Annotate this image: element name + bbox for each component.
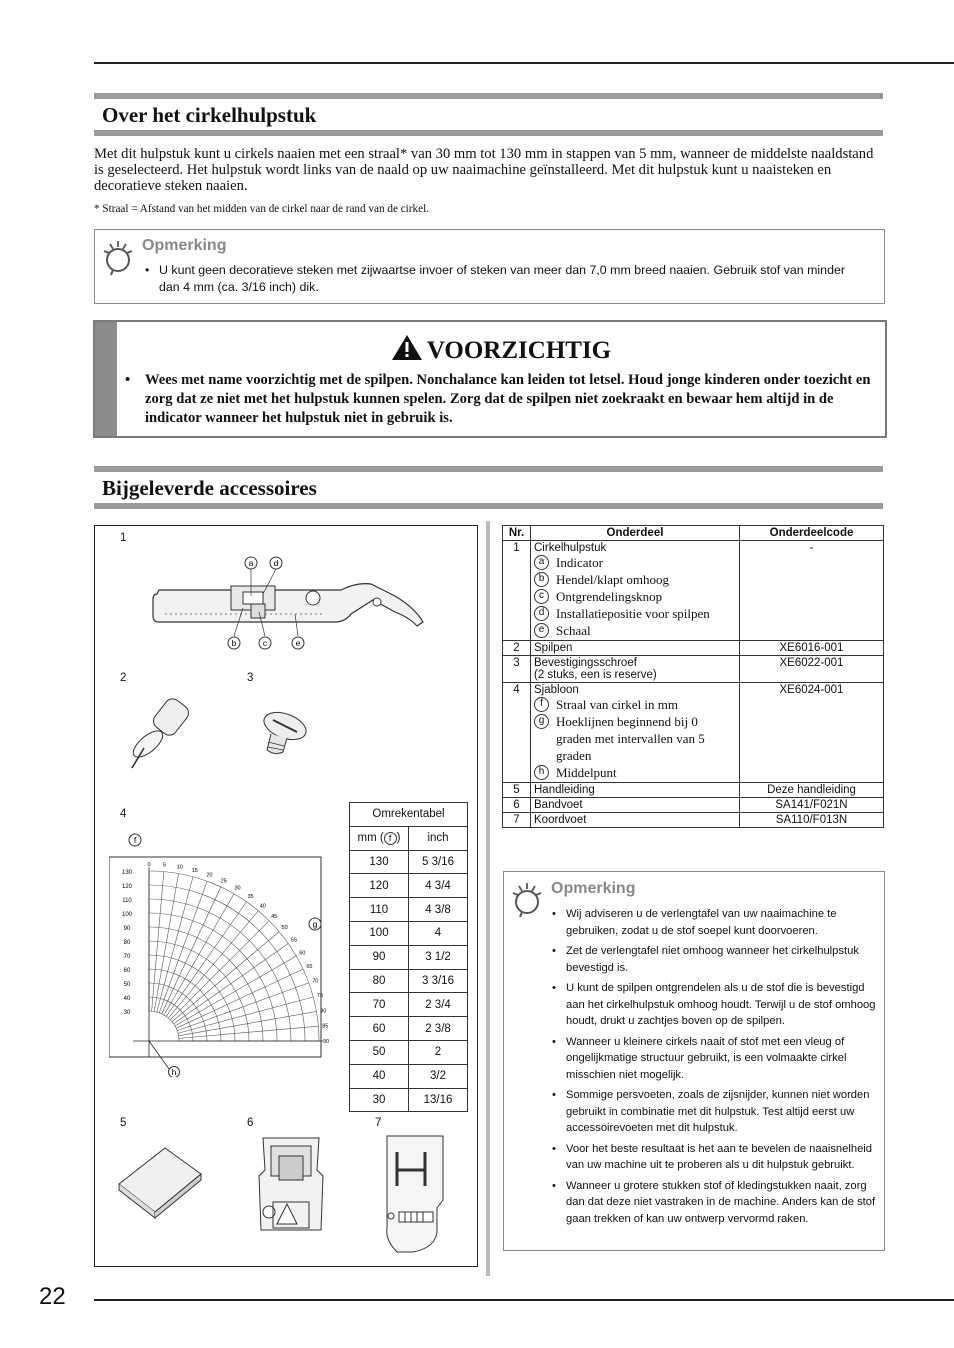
instruction-manual-illustration — [113, 1140, 208, 1220]
part-code: - — [740, 541, 884, 641]
accessories-figure — [94, 525, 478, 1267]
conversion-inch: 3 1/2 — [409, 945, 468, 969]
footnote: * Straal = Afstand van het midden van de cirkel naar de rand van de cirkel. — [94, 203, 429, 215]
parts-row — [503, 683, 884, 783]
part-cell — [531, 798, 740, 813]
template-scale-label: 120 — [121, 884, 133, 890]
subitem-text: Middelpunt — [556, 765, 617, 780]
subitem-text: Straal van cirkel in mm — [556, 697, 679, 712]
callout-h: h — [171, 1067, 177, 1077]
part-nr: 7 — [503, 813, 531, 828]
note-item: • U kunt geen decoratieve steken met zijwaartse invoer of steken van meer dan 7,0 mm breed naaien. Gebruik stof van minder dan 4 mm (ca. 3/16 inch) dik. — [145, 262, 866, 296]
callout-a: a — [248, 558, 254, 568]
parts-header-nr: Nr. — [503, 526, 531, 541]
part-name: Sjabloon — [534, 684, 579, 696]
conversion-inch: 2 — [409, 1040, 468, 1064]
parts-row — [503, 541, 884, 641]
parts-header-part: Onderdeel — [531, 526, 740, 541]
note-item: • Sommige persvoeten, zoals de zijsnijder, kunnen niet worden gebruikt in combinatie met dit hulpstuk. Test altijd eerst uw accessoirevoeten met dit hulpstuk. — [552, 1087, 878, 1137]
part-subitem — [534, 605, 736, 622]
template-sheet — [109, 827, 339, 1077]
callout-symbol: f — [534, 697, 549, 712]
circle-attachment-illustration — [145, 556, 435, 656]
template-angle-label: 50 — [281, 925, 288, 932]
part-nr: 2 — [503, 641, 531, 656]
part-nr: 1 — [503, 541, 531, 641]
template-scale-label: 30 — [123, 1010, 131, 1016]
template-angle-label: 5 — [162, 862, 166, 869]
part-name: Koordvoet — [534, 814, 587, 826]
zipper-foot-illustration — [251, 1130, 331, 1240]
part-name: Bevestigingsschroef — [534, 657, 637, 669]
conversion-mm: 90 — [350, 945, 409, 969]
part-code: SA141/F021N — [740, 798, 884, 813]
note-title: Opmerking — [551, 880, 636, 897]
callout-g: g — [312, 919, 318, 929]
part-cell — [531, 656, 740, 683]
fig-label-1: 1 — [120, 532, 127, 544]
conversion-row — [350, 898, 468, 922]
intro-paragraph: Met dit hulpstuk kunt u cirkels naaien met een straal* van 30 mm tot 130 mm in stappen van 5 mm, wanneer de middelste naaldstand is geselecteerd. Het hulpstuk wordt links van de naald op uw naaimachine geïnstalleerd. Met dit hulpstuk kunt u naaisteken en decoratieve steken naaien. — [94, 146, 874, 194]
template-angle-label: 60 — [299, 950, 306, 957]
caution-title: VOORZICHTIG — [426, 337, 612, 364]
conversion-title: Omrekentabel — [350, 803, 468, 827]
conversion-col-mm: mm ( f ) — [350, 826, 409, 850]
part-name: Handleiding — [534, 784, 595, 796]
conversion-row — [350, 1064, 468, 1088]
note-item: • Wij adviseren u de verlengtafel van uw naaimachine te gebruiken, zodat u de stof soepel kunt doorvoeren. — [552, 906, 878, 939]
part-code: XE6022-001 — [740, 656, 884, 683]
cording-foot-illustration — [377, 1132, 457, 1257]
template-scale-label: 70 — [123, 954, 131, 960]
part-subitem — [534, 622, 736, 639]
template-angle-label: 30 — [234, 885, 241, 892]
conversion-mm: 130 — [350, 850, 409, 874]
bottom-rule — [94, 1299, 954, 1301]
conversion-row — [350, 1017, 468, 1041]
template-angle-label: 0 — [147, 862, 151, 868]
template-scale-label: 80 — [123, 940, 131, 946]
fig-label-7: 7 — [375, 1117, 382, 1129]
lightbulb-icon — [510, 882, 544, 918]
template-scale-label: 110 — [122, 898, 132, 904]
template-angle-label: 55 — [290, 937, 298, 944]
part-nr: 4 — [503, 683, 531, 783]
template-angle-label: 25 — [220, 878, 227, 885]
template-scale-label: 60 — [123, 968, 131, 974]
note-item: • Wanneer u grotere stukken stof of kledingstukken naait, zorg dan dat deze niet vastraken in de machine. Anders kan de stof gaan trekken of kan uw ontwerp vervormd raken. — [552, 1178, 878, 1228]
conversion-inch: 5 3/16 — [409, 850, 468, 874]
template-angle-label: 35 — [247, 894, 254, 901]
part-cell — [531, 541, 740, 641]
conversion-inch: 2 3/8 — [409, 1017, 468, 1041]
subitem-text: Ontgrendelingsknop — [556, 589, 663, 604]
part-cell — [531, 683, 740, 783]
part-name: Spilpen — [534, 642, 573, 654]
subitem-text: Schaal — [556, 623, 591, 638]
part-cell — [531, 641, 740, 656]
fig-label-2: 2 — [120, 672, 127, 684]
fig-label-3: 3 — [247, 672, 254, 684]
callout-f: f — [133, 835, 137, 845]
conversion-mm: 110 — [350, 898, 409, 922]
callout-symbol: e — [534, 623, 549, 638]
lightbulb-icon — [101, 240, 135, 276]
conversion-row — [350, 945, 468, 969]
part-name: Cirkelhulpstuk — [534, 542, 607, 554]
part-subitem — [534, 696, 736, 713]
note-box-1 — [94, 229, 885, 304]
parts-table — [502, 525, 884, 828]
part-nr: 3 — [503, 656, 531, 683]
conversion-table — [349, 802, 468, 1112]
part-subitem — [534, 554, 736, 571]
template-angle-label: 75 — [316, 993, 324, 1000]
callout-symbol: a — [534, 555, 549, 570]
note-box-2 — [503, 871, 885, 1251]
conversion-row — [350, 850, 468, 874]
callout-symbol: h — [534, 765, 549, 780]
callout-d: d — [273, 558, 279, 568]
subitem-text: Installatiepositie voor spilpen — [556, 606, 710, 621]
template-angle-label: 15 — [191, 868, 198, 875]
conversion-inch: 4 — [409, 921, 468, 945]
template-scale-label: 90 — [123, 926, 131, 932]
part-cell — [531, 813, 740, 828]
note-list — [145, 262, 866, 296]
conversion-row — [350, 1040, 468, 1064]
conversion-inch: 2 3/4 — [409, 993, 468, 1017]
parts-row — [503, 783, 884, 798]
page-number: 22 — [39, 1283, 66, 1310]
conversion-inch: 13/16 — [409, 1088, 468, 1112]
subitem-text: Hoeklijnen beginnend bij 0 graden met intervallen van 5 graden — [556, 714, 705, 763]
template-angle-label: 70 — [312, 978, 319, 985]
callout-symbol: c — [534, 589, 549, 604]
template-angle-label: 45 — [271, 913, 278, 920]
conversion-mm: 60 — [350, 1017, 409, 1041]
parts-row — [503, 656, 884, 683]
conversion-row — [350, 874, 468, 898]
template-angle-label: 85 — [322, 1023, 329, 1030]
conversion-inch: 4 3/4 — [409, 874, 468, 898]
part-nr: 5 — [503, 783, 531, 798]
conversion-inch: 3/2 — [409, 1064, 468, 1088]
conversion-row — [350, 1088, 468, 1112]
note-item: • Voor het beste resultaat is het aan te bevelen de naaisnelheid van uw machine uit te proberen als u dit hulpstuk gebruikt. — [552, 1141, 878, 1174]
part-name-note: (2 stuks, een is reserve) — [534, 669, 657, 681]
fig-label-4: 4 — [120, 808, 127, 820]
conversion-mm: 120 — [350, 874, 409, 898]
callout-symbol: g — [534, 714, 549, 729]
caution-text: Wees met name voorzichtig met de spilpen. Nonchalance kan leiden tot letsel. Houd jonge kinderen onder toezicht en zorg dat ze niet met het hulpstuk kunnen spelen. Zorg dat de spilpen niet zoekraakt en bewaar hem altijd in de indicator wanneer het hulpstuk niet in gebruik is. — [145, 372, 871, 426]
conversion-mm: 30 — [350, 1088, 409, 1112]
part-subitem — [534, 764, 736, 781]
fig-label-6: 6 — [247, 1117, 254, 1129]
conversion-row — [350, 921, 468, 945]
callout-b: b — [231, 638, 237, 648]
part-subitem — [534, 571, 736, 588]
subitem-text: Indicator — [556, 555, 603, 570]
part-nr: 6 — [503, 798, 531, 813]
note-list — [552, 906, 878, 1231]
parts-row — [503, 641, 884, 656]
template-scale-label: 40 — [123, 996, 131, 1002]
template-angle-label: 65 — [306, 964, 313, 971]
parts-header-code: Onderdeelcode — [740, 526, 884, 541]
note-item: • Zet de verlengtafel niet omhoog wanneer het cirkelhulpstuk bevestigd is. — [552, 943, 878, 976]
parts-row — [503, 813, 884, 828]
part-name: Bandvoet — [534, 799, 583, 811]
part-subitem — [534, 713, 736, 764]
conversion-row — [350, 969, 468, 993]
parts-row — [503, 798, 884, 813]
conversion-mm: 80 — [350, 969, 409, 993]
part-code: XE6016-001 — [740, 641, 884, 656]
top-rule — [94, 62, 954, 64]
conversion-mm: 70 — [350, 993, 409, 1017]
template-angle-label: 80 — [320, 1008, 327, 1015]
conversion-inch: 4 3/8 — [409, 898, 468, 922]
conversion-col-inch: inch — [409, 826, 468, 850]
note-item: • Wanneer u kleinere cirkels naait of stof met een vleug of ongelijkmatige structuur gebruikt, is een volmaakte cirkel misschien niet mogelijk. — [552, 1034, 878, 1084]
note-item: • U kunt de spilpen ontgrendelen als u de stof die is bevestigd aan het cirkelhulpstuk omhoog houdt. Terwijl u de stof omhoog houdt, drukt u zachtjes boven op de spilpen. — [552, 980, 878, 1030]
caution-heading — [117, 334, 885, 365]
part-code: SA110/F013N — [740, 813, 884, 828]
caution-text-block: • Wees met name voorzichtig met de spilpen. Nonchalance kan leiden tot letsel. Houd jonge kinderen onder toezicht en zorg dat ze niet met het hulpstuk kunnen spelen. Zorg dat de spilpen niet zoekraakt en bewaar hem altijd in de indicator wanneer het hulpstuk niet in gebruik is. — [125, 372, 871, 426]
conversion-inch: 3 3/16 — [409, 969, 468, 993]
section-header-circle — [94, 93, 883, 136]
pivot-pin-illustration — [120, 692, 200, 772]
part-code: Deze handleiding — [740, 783, 884, 798]
conversion-mm: 100 — [350, 921, 409, 945]
template-scale-label: 100 — [121, 912, 133, 918]
warning-icon — [391, 334, 423, 361]
subitem-text: Hendel/klapt omhoog — [556, 572, 670, 587]
callout-e: e — [295, 638, 301, 648]
template-scale-label: 50 — [123, 982, 131, 988]
fig-label-5: 5 — [120, 1117, 127, 1129]
conversion-mm: 40 — [350, 1064, 409, 1088]
template-angle-label: 10 — [176, 864, 183, 871]
section-title: Over het cirkelhulpstuk — [102, 103, 317, 127]
caution-box — [93, 320, 887, 438]
note-title: Opmerking — [142, 237, 227, 254]
conversion-mm: 50 — [350, 1040, 409, 1064]
part-cell — [531, 783, 740, 798]
callout-symbol: b — [534, 572, 549, 587]
callout-c: c — [262, 638, 268, 648]
template-angle-label: 20 — [206, 872, 213, 879]
template-scale-label: 130 — [121, 870, 133, 876]
section-title: Bijgeleverde accessoires — [102, 476, 317, 500]
part-subitem — [534, 588, 736, 605]
callout-symbol: d — [534, 606, 549, 621]
template-angle-label: 40 — [259, 903, 266, 910]
conversion-row — [350, 993, 468, 1017]
screw-illustration — [253, 704, 313, 764]
template-angle-label: 90 — [322, 1039, 330, 1045]
part-code: XE6024-001 — [740, 683, 884, 783]
column-divider — [486, 521, 490, 1276]
section-header-accessories — [94, 466, 883, 509]
